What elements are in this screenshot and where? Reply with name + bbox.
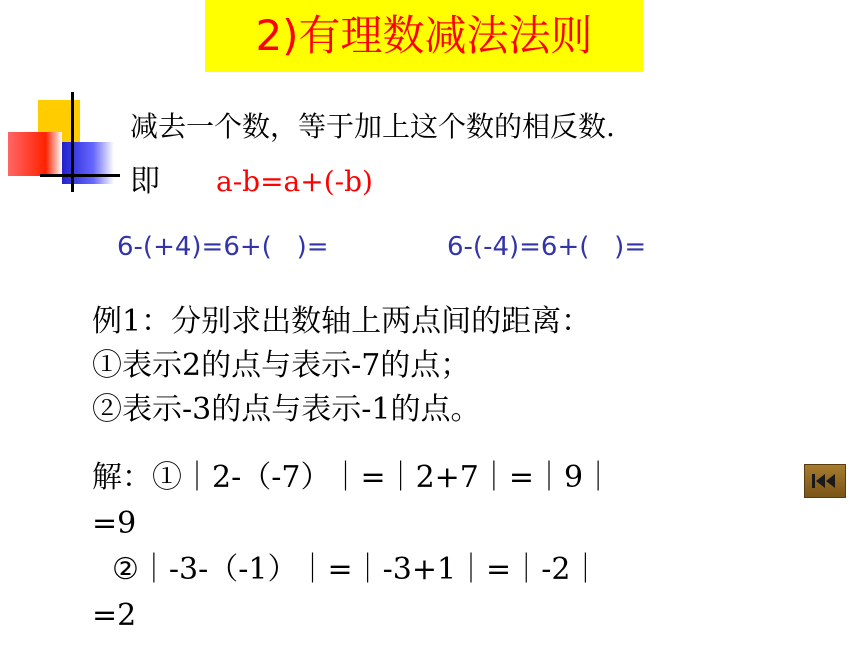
rule-formula-line xyxy=(130,156,373,200)
decoration-blue-square xyxy=(62,142,114,184)
solution-line: =9 xyxy=(92,506,137,541)
solution-line: 解：①｜2-（-7）｜=｜2+7｜=｜9｜ xyxy=(92,460,614,495)
first-slide-button[interactable] xyxy=(804,464,846,498)
rule-prefix: 即 xyxy=(130,164,160,199)
first-slide-icon xyxy=(805,465,845,497)
rule-formula: a-b=a+(-b) xyxy=(216,165,373,198)
decoration-red-square xyxy=(8,132,62,176)
exercise-1: 6-(+4)=6+( )= xyxy=(117,232,329,262)
decoration-horizontal-line xyxy=(40,174,120,177)
rule-statement: 减去一个数，等于加上这个数的相反数. xyxy=(130,110,615,143)
example-line: ①表示2的点与表示-7的点； xyxy=(92,348,471,383)
example-line: 例1：分别求出数轴上两点间的距离： xyxy=(92,304,592,339)
exercise-2: 6-(-4)=6+( )= xyxy=(447,232,647,262)
example-line: ②表示-3的点与表示-1的点。 xyxy=(92,392,481,427)
solution-line: ②｜-3-（-1）｜=｜-3+1｜=｜-2｜ xyxy=(112,552,601,587)
decoration-vertical-line xyxy=(71,92,74,192)
solution-line: =2 xyxy=(92,598,137,633)
slide-title: 2)有理数减法法则 xyxy=(205,0,643,72)
solution-block xyxy=(92,455,613,639)
example-block xyxy=(92,300,591,432)
